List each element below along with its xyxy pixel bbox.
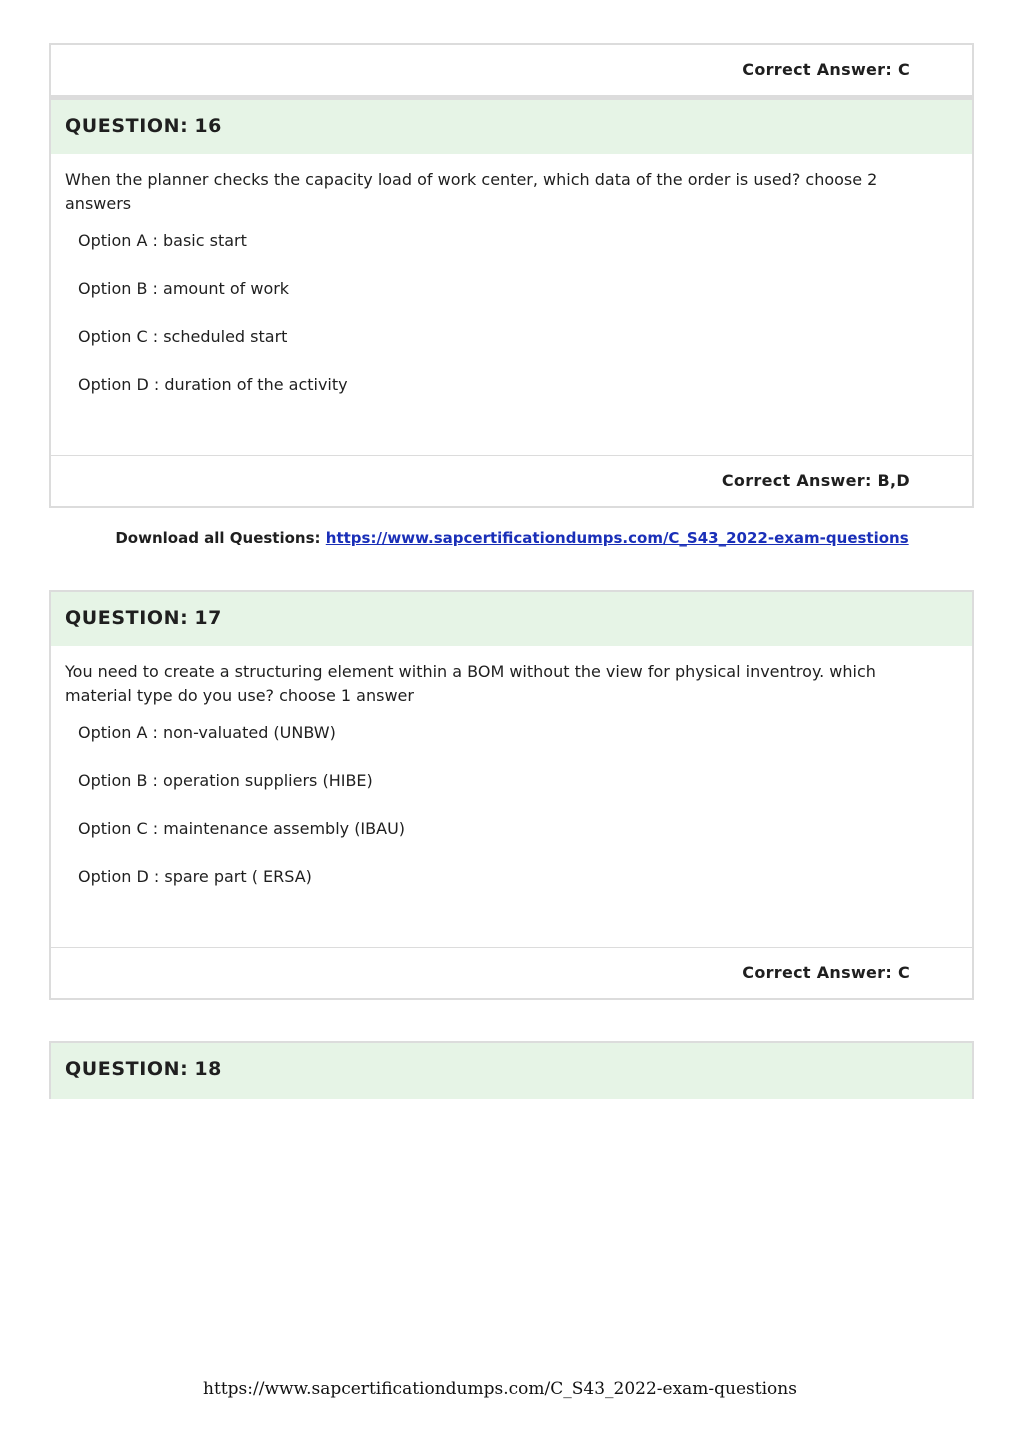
page-footer-url: https://www.sapcertificationdumps.com/C_S43_2022-exam-questions (203, 1379, 797, 1399)
question-body (51, 154, 972, 455)
question-body (51, 646, 972, 947)
question-card-18 (49, 1041, 974, 1099)
question-text: When the planner checks the capacity load of work center, which data of the order is used? choose 2 answers (65, 170, 878, 213)
correct-answer: Correct Answer: B,D (721, 471, 910, 490)
option-c: Option C : maintenance assembly (IBAU) (78, 819, 406, 838)
answer-row (51, 948, 972, 998)
answer-row (51, 456, 972, 506)
option-c: Option C : scheduled start (78, 327, 288, 346)
option-b: Option B : operation suppliers (HIBE) (78, 771, 373, 790)
previous-answer-row (51, 45, 972, 95)
option-list (65, 229, 958, 421)
option-a: Option A : basic start (78, 231, 247, 250)
question-card-17 (49, 590, 974, 1000)
option-d: Option D : spare part ( ERSA) (78, 867, 312, 886)
question-header (51, 100, 972, 154)
option-a: Option A : non-valuated (UNBW) (78, 723, 336, 742)
question-title: QUESTION: 17 (65, 607, 222, 629)
download-line (0, 529, 1024, 547)
option-d: Option D : duration of the activity (78, 375, 348, 394)
previous-correct-answer: Correct Answer: C (742, 60, 910, 79)
download-link[interactable]: https://www.sapcertificationdumps.com/C_S43_2022-exam-questions (325, 529, 909, 547)
question-text: You need to create a structuring element within a BOM without the view for physical inventroy. which material type do you use? choose 1 answer (65, 662, 876, 705)
option-list (65, 721, 958, 913)
question-title: QUESTION: 18 (65, 1058, 222, 1080)
question-header (51, 1043, 972, 1099)
correct-answer: Correct Answer: C (742, 963, 910, 982)
question-card-16 (49, 43, 974, 508)
option-b: Option B : amount of work (78, 279, 290, 298)
question-header (51, 592, 972, 646)
question-title: QUESTION: 16 (65, 115, 222, 137)
download-label: Download all Questions: (115, 529, 321, 547)
